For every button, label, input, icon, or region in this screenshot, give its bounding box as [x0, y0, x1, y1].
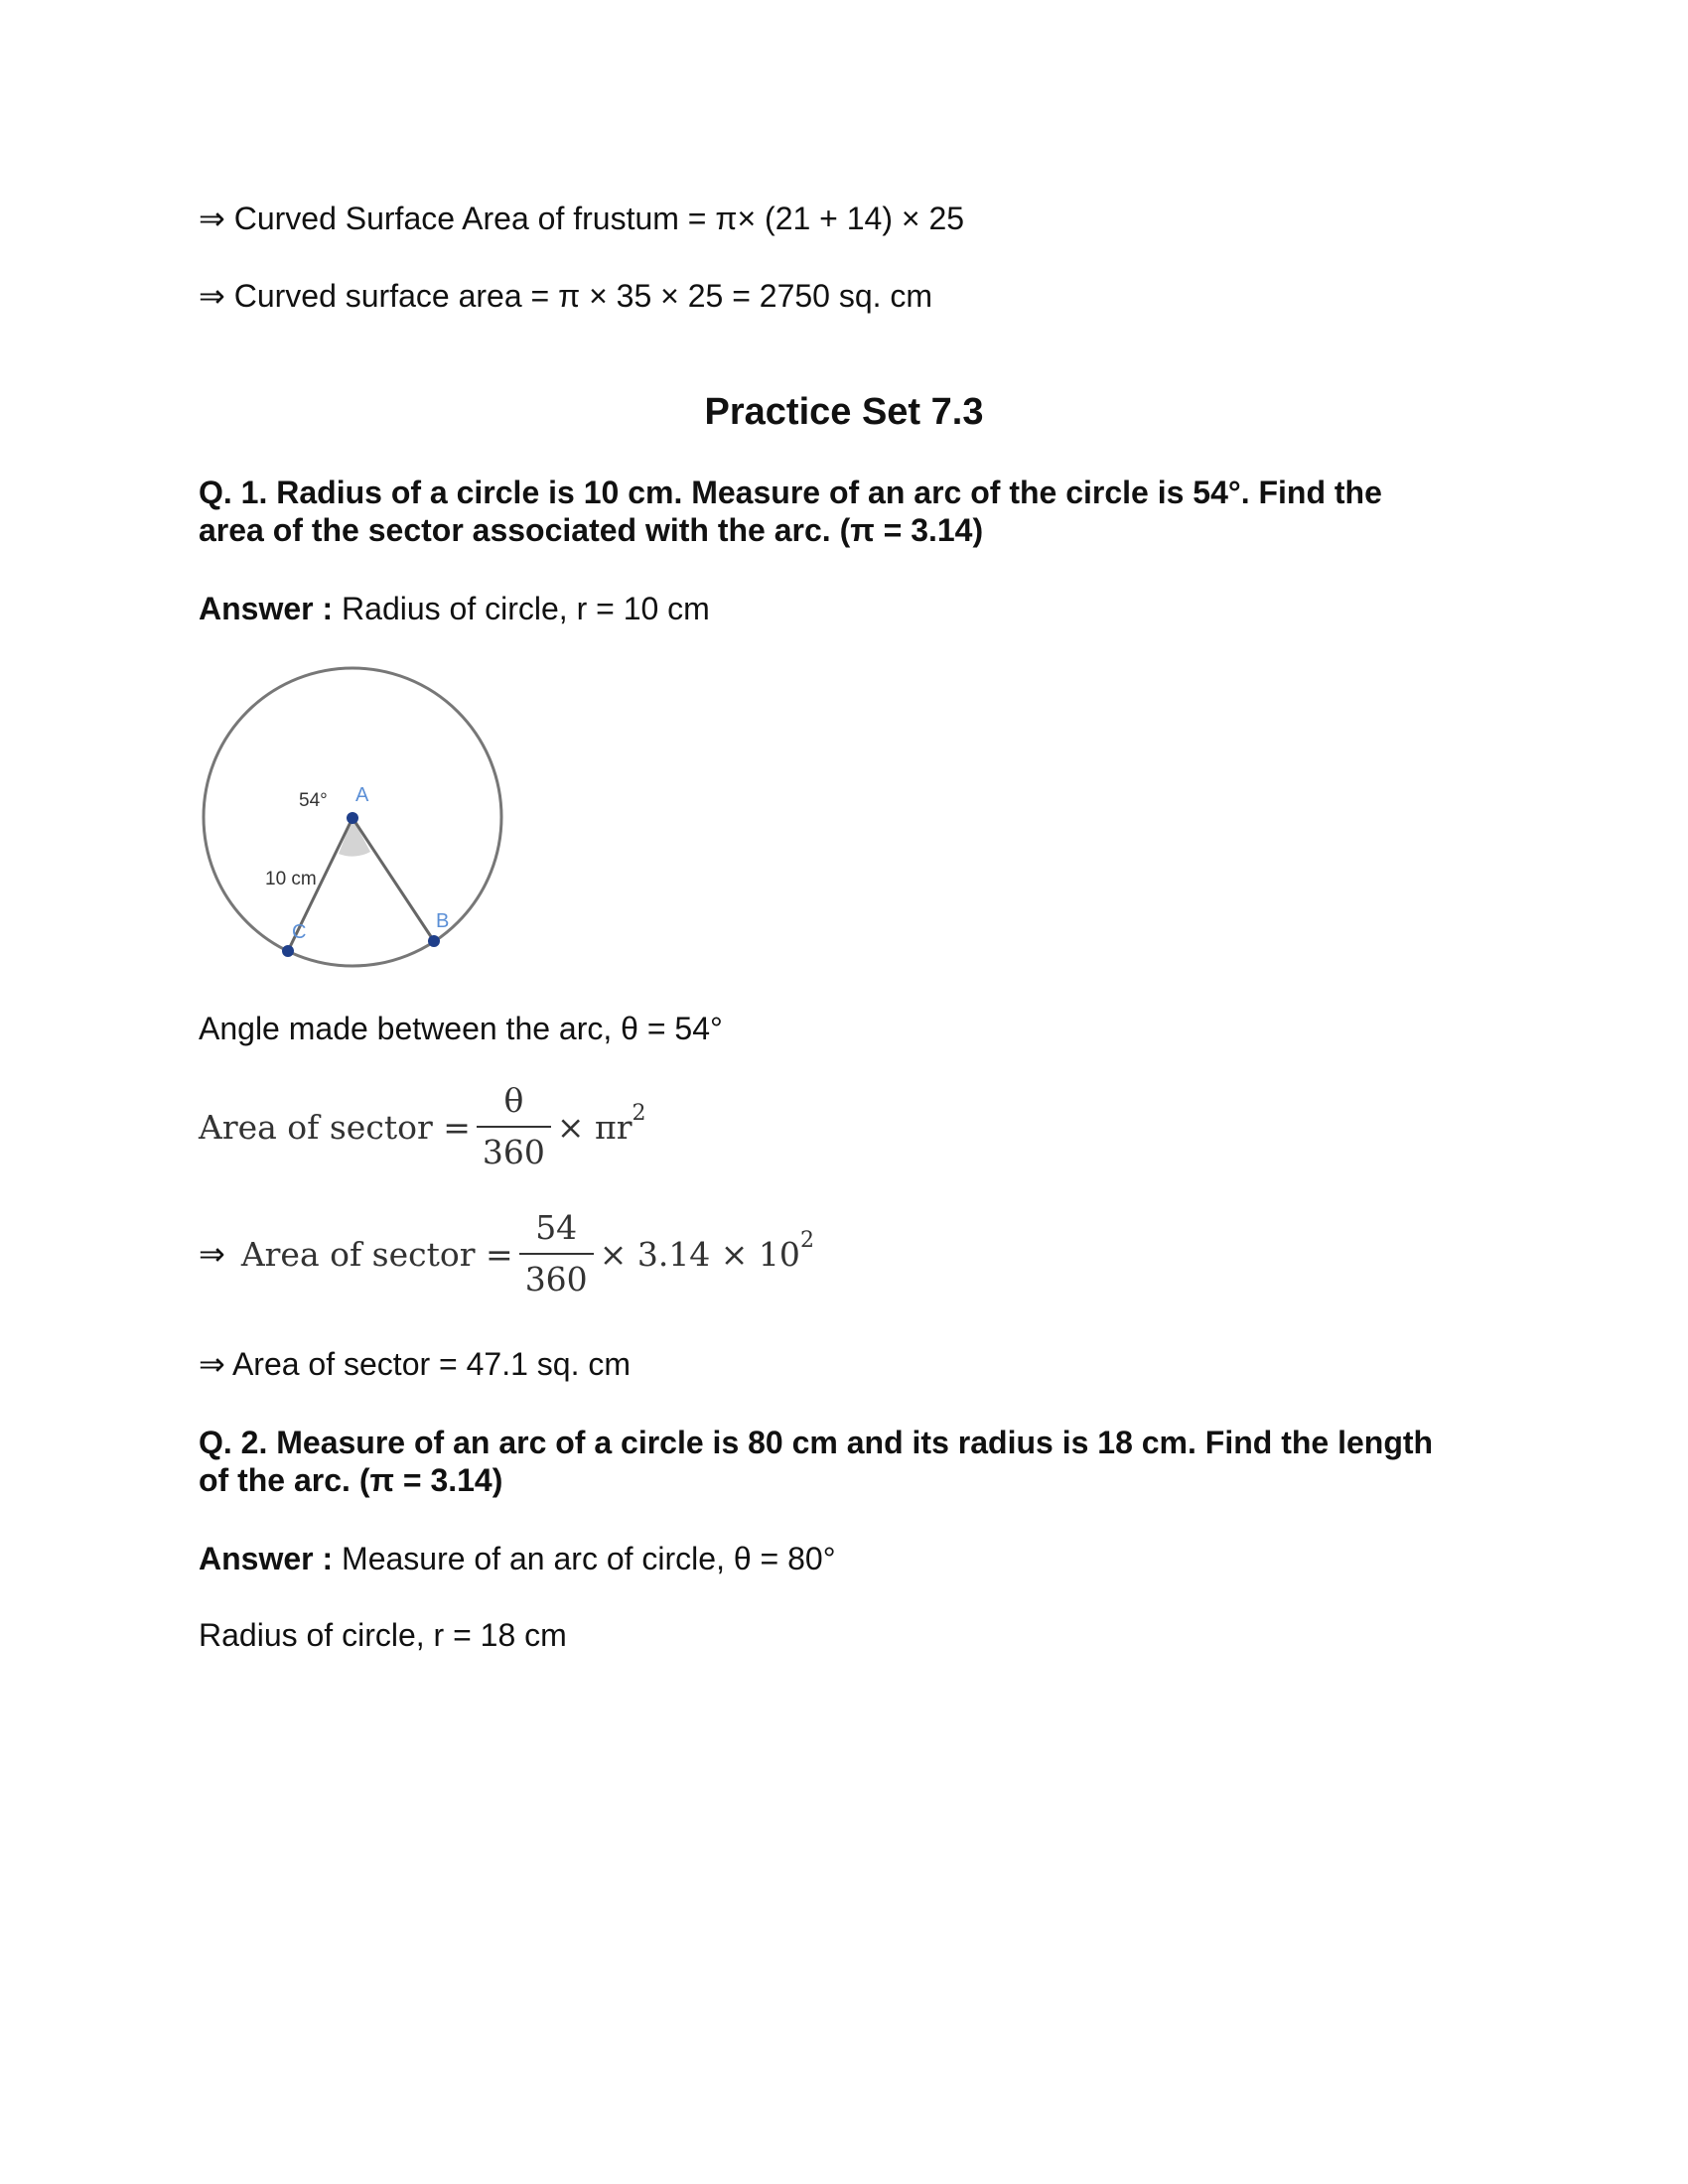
point-b-dot — [428, 935, 440, 947]
radius-label: 10 cm — [265, 869, 317, 889]
point-a-label: A — [355, 784, 369, 806]
answer-2-text: Measure of an arc of circle, θ = 80° — [333, 1541, 836, 1576]
point-b-label: B — [436, 910, 450, 932]
step-rhs: × 3.14 × 10 — [599, 1234, 800, 1274]
section-heading: Practice Set 7.3 — [704, 391, 984, 433]
answer-1 — [199, 589, 710, 628]
curved-surface-area-line: ⇒ Curved surface area = π × 35 × 25 = 2750 sq. cm — [199, 278, 933, 314]
sector-area-formula — [199, 1082, 645, 1171]
formula-denominator: 360 — [477, 1126, 551, 1171]
answer-1-text: Radius of circle, r = 10 cm — [333, 591, 710, 626]
formula-lhs: Area of sector = — [199, 1107, 471, 1147]
formula-exponent: 2 — [632, 1100, 646, 1126]
frustum-csa-line: ⇒ Curved Surface Area of frustum = π× (21 + 14) × 25 — [199, 201, 965, 236]
step-numerator: 54 — [535, 1208, 578, 1247]
question-1-line-1: Q. 1. Radius of a circle is 10 cm. Measure of an arc of the circle is 54°. Find the — [199, 475, 1382, 510]
formula-numerator: θ — [503, 1081, 524, 1120]
step-fraction — [519, 1209, 594, 1298]
step-exponent: 2 — [799, 1227, 814, 1253]
radius-ab — [352, 818, 434, 941]
radius-line-q2: Radius of circle, r = 18 cm — [199, 1617, 567, 1653]
step-lhs: Area of sector = — [240, 1234, 513, 1274]
circle-sector-figure — [194, 660, 521, 978]
point-c-label: C — [292, 921, 307, 943]
point-a-dot — [347, 812, 358, 824]
question-2-line-2: of the arc. (π = 3.14) — [199, 1462, 503, 1498]
sector-area-result: ⇒ Area of sector = 47.1 sq. cm — [199, 1346, 632, 1382]
angle-label: 54° — [299, 790, 328, 811]
point-c-dot — [282, 945, 294, 957]
answer-1-label: Answer : — [199, 591, 334, 626]
answer-2 — [199, 1539, 836, 1578]
answer-2-label: Answer : — [199, 1541, 334, 1576]
formula-rhs: × πr — [556, 1107, 633, 1147]
implies-arrow: ⇒ — [199, 1236, 225, 1272]
formula-fraction — [477, 1082, 551, 1171]
question-1 — [199, 474, 1509, 549]
question-1-line-2: area of the sector associated with the arc. (π = 3.14) — [199, 512, 984, 548]
step-denominator: 360 — [519, 1253, 594, 1298]
question-2 — [199, 1424, 1509, 1499]
angle-line: Angle made between the arc, θ = 54° — [199, 1011, 723, 1046]
question-2-line-1: Q. 2. Measure of an arc of a circle is 80 cm and its radius is 18 cm. Find the length — [199, 1425, 1434, 1460]
sector-area-substitution — [199, 1209, 814, 1298]
